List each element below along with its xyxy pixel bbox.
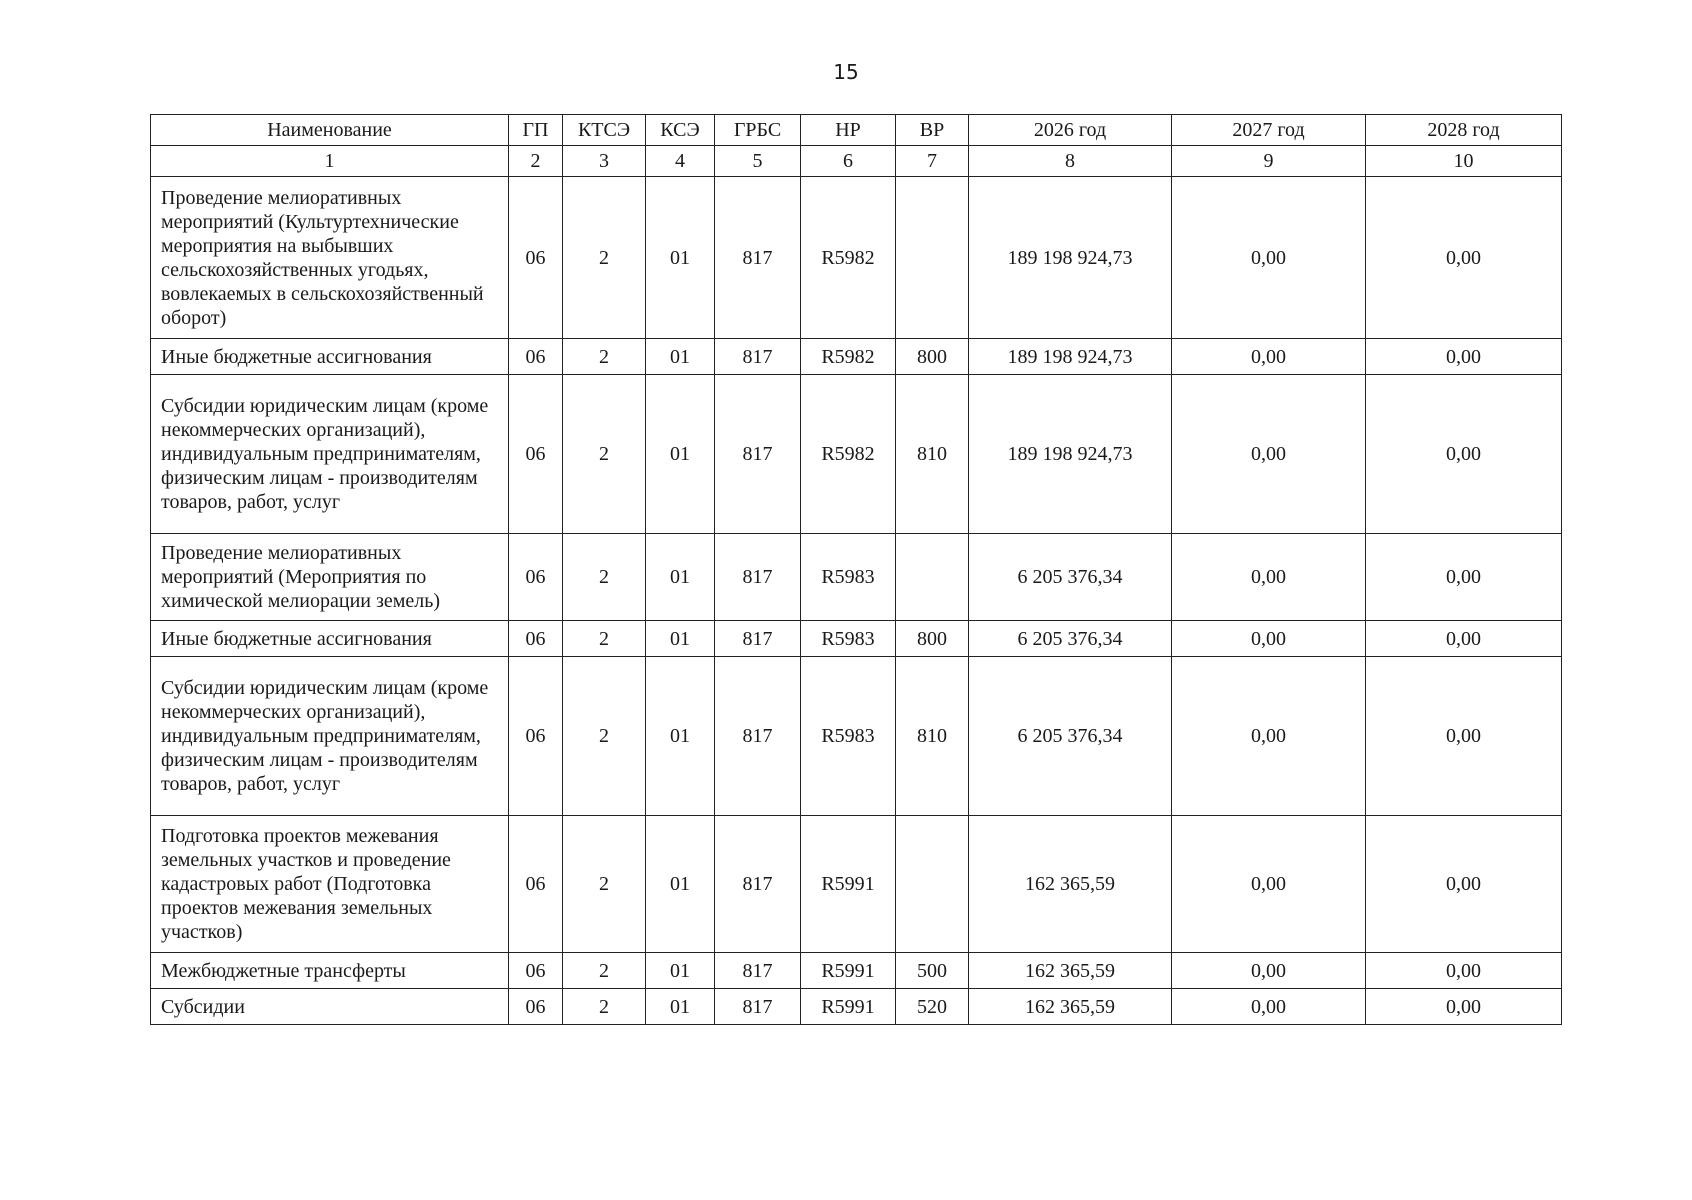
amount-2026-cell: 6 205 376,34 xyxy=(969,621,1172,657)
kse-cell: 01 xyxy=(646,816,715,953)
amount-2028-cell: 0,00 xyxy=(1366,375,1562,534)
table-row xyxy=(151,657,1562,816)
grbs-cell: 817 xyxy=(715,375,801,534)
nr-cell: R5983 xyxy=(801,657,896,816)
nr-cell: R5991 xyxy=(801,816,896,953)
gp-cell: 06 xyxy=(509,953,563,989)
kse-cell: 01 xyxy=(646,375,715,534)
ktse-cell: 2 xyxy=(563,534,646,621)
ktse-cell: 2 xyxy=(563,989,646,1025)
amount-2026-cell: 162 365,59 xyxy=(969,816,1172,953)
grbs-cell: 817 xyxy=(715,657,801,816)
gp-cell: 06 xyxy=(509,657,563,816)
table-row xyxy=(151,534,1562,621)
kse-cell: 01 xyxy=(646,534,715,621)
header-cell: 2028 год xyxy=(1366,115,1562,146)
ktse-cell: 2 xyxy=(563,953,646,989)
amount-2026-cell: 162 365,59 xyxy=(969,953,1172,989)
table-row xyxy=(151,989,1562,1025)
column-number-cell: 5 xyxy=(715,146,801,177)
gp-cell: 06 xyxy=(509,534,563,621)
gp-cell: 06 xyxy=(509,177,563,339)
amount-2026-cell: 6 205 376,34 xyxy=(969,657,1172,816)
gp-cell: 06 xyxy=(509,989,563,1025)
column-number-cell: 10 xyxy=(1366,146,1562,177)
amount-2028-cell: 0,00 xyxy=(1366,177,1562,339)
header-cell: КСЭ xyxy=(646,115,715,146)
amount-2026-cell: 189 198 924,73 xyxy=(969,375,1172,534)
column-number-cell: 2 xyxy=(509,146,563,177)
nr-cell: R5991 xyxy=(801,989,896,1025)
amount-2026-cell: 189 198 924,73 xyxy=(969,339,1172,375)
row-name-cell: Субсидии юридическим лицам (кроме некоммерческих организаций), индивидуальным предпринимателям, физическим лицам - производителям товаров, работ, услуг xyxy=(151,375,509,534)
column-number-row xyxy=(151,146,1562,177)
gp-cell: 06 xyxy=(509,375,563,534)
amount-2028-cell: 0,00 xyxy=(1366,989,1562,1025)
nr-cell: R5982 xyxy=(801,339,896,375)
kse-cell: 01 xyxy=(646,989,715,1025)
amount-2027-cell: 0,00 xyxy=(1172,816,1366,953)
amount-2027-cell: 0,00 xyxy=(1172,375,1366,534)
grbs-cell: 817 xyxy=(715,339,801,375)
nr-cell: R5991 xyxy=(801,953,896,989)
header-cell: ВР xyxy=(896,115,969,146)
kse-cell: 01 xyxy=(646,657,715,816)
header-cell: 2026 год xyxy=(969,115,1172,146)
grbs-cell: 817 xyxy=(715,816,801,953)
vr-cell: 810 xyxy=(896,375,969,534)
column-number-cell: 1 xyxy=(151,146,509,177)
ktse-cell: 2 xyxy=(563,339,646,375)
nr-cell: R5983 xyxy=(801,534,896,621)
table-row xyxy=(151,621,1562,657)
amount-2027-cell: 0,00 xyxy=(1172,657,1366,816)
row-name-cell: Иные бюджетные ассигнования xyxy=(151,621,509,657)
row-name-cell: Проведение мелиоративных мероприятий (Мероприятия по химической мелиорации земель) xyxy=(151,534,509,621)
grbs-cell: 817 xyxy=(715,989,801,1025)
nr-cell: R5982 xyxy=(801,375,896,534)
vr-cell: 800 xyxy=(896,621,969,657)
column-number-cell: 9 xyxy=(1172,146,1366,177)
amount-2026-cell: 189 198 924,73 xyxy=(969,177,1172,339)
vr-cell: 810 xyxy=(896,657,969,816)
column-number-cell: 7 xyxy=(896,146,969,177)
kse-cell: 01 xyxy=(646,339,715,375)
row-name-cell: Субсидии xyxy=(151,989,509,1025)
kse-cell: 01 xyxy=(646,621,715,657)
row-name-cell: Иные бюджетные ассигнования xyxy=(151,339,509,375)
ktse-cell: 2 xyxy=(563,621,646,657)
gp-cell: 06 xyxy=(509,339,563,375)
amount-2026-cell: 162 365,59 xyxy=(969,989,1172,1025)
row-name-cell: Подготовка проектов межевания земельных участков и проведение кадастровых работ (Подготовка проектов межевания земельных участков) xyxy=(151,816,509,953)
ktse-cell: 2 xyxy=(563,657,646,816)
header-cell: 2027 год xyxy=(1172,115,1366,146)
header-cell: КТСЭ xyxy=(563,115,646,146)
header-cell: НР xyxy=(801,115,896,146)
amount-2028-cell: 0,00 xyxy=(1366,621,1562,657)
column-number-cell: 3 xyxy=(563,146,646,177)
table-row xyxy=(151,816,1562,953)
table-row xyxy=(151,339,1562,375)
amount-2028-cell: 0,00 xyxy=(1366,816,1562,953)
header-row xyxy=(151,115,1562,146)
amount-2027-cell: 0,00 xyxy=(1172,534,1366,621)
vr-cell xyxy=(896,816,969,953)
table-row xyxy=(151,177,1562,339)
amount-2027-cell: 0,00 xyxy=(1172,989,1366,1025)
amount-2028-cell: 0,00 xyxy=(1366,339,1562,375)
column-number-cell: 4 xyxy=(646,146,715,177)
nr-cell: R5982 xyxy=(801,177,896,339)
amount-2027-cell: 0,00 xyxy=(1172,339,1366,375)
column-number-cell: 8 xyxy=(969,146,1172,177)
header-cell: ГРБС xyxy=(715,115,801,146)
amount-2027-cell: 0,00 xyxy=(1172,177,1366,339)
ktse-cell: 2 xyxy=(563,816,646,953)
ktse-cell: 2 xyxy=(563,177,646,339)
amount-2028-cell: 0,00 xyxy=(1366,534,1562,621)
vr-cell: 800 xyxy=(896,339,969,375)
vr-cell xyxy=(896,534,969,621)
nr-cell: R5983 xyxy=(801,621,896,657)
amount-2027-cell: 0,00 xyxy=(1172,621,1366,657)
grbs-cell: 817 xyxy=(715,953,801,989)
page-number: 15 xyxy=(833,60,859,84)
amount-2028-cell: 0,00 xyxy=(1366,953,1562,989)
kse-cell: 01 xyxy=(646,177,715,339)
amount-2027-cell: 0,00 xyxy=(1172,953,1366,989)
grbs-cell: 817 xyxy=(715,621,801,657)
table-row xyxy=(151,375,1562,534)
amount-2028-cell: 0,00 xyxy=(1366,657,1562,816)
row-name-cell: Проведение мелиоративных мероприятий (Культуртехнические мероприятия на выбывших сельскохозяйственных угодьях, вовлекаемых в сельскохозяйственный оборот) xyxy=(151,177,509,339)
kse-cell: 01 xyxy=(646,953,715,989)
gp-cell: 06 xyxy=(509,816,563,953)
column-number-cell: 6 xyxy=(801,146,896,177)
row-name-cell: Межбюджетные трансферты xyxy=(151,953,509,989)
grbs-cell: 817 xyxy=(715,177,801,339)
vr-cell xyxy=(896,177,969,339)
vr-cell: 520 xyxy=(896,989,969,1025)
vr-cell: 500 xyxy=(896,953,969,989)
grbs-cell: 817 xyxy=(715,534,801,621)
amount-2026-cell: 6 205 376,34 xyxy=(969,534,1172,621)
table-row xyxy=(151,953,1562,989)
ktse-cell: 2 xyxy=(563,375,646,534)
budget-table xyxy=(150,114,1562,1025)
row-name-cell: Субсидии юридическим лицам (кроме некоммерческих организаций), индивидуальным предпринимателям, физическим лицам - производителям товаров, работ, услуг xyxy=(151,657,509,816)
header-cell: ГП xyxy=(509,115,563,146)
gp-cell: 06 xyxy=(509,621,563,657)
header-cell: Наименование xyxy=(151,115,509,146)
